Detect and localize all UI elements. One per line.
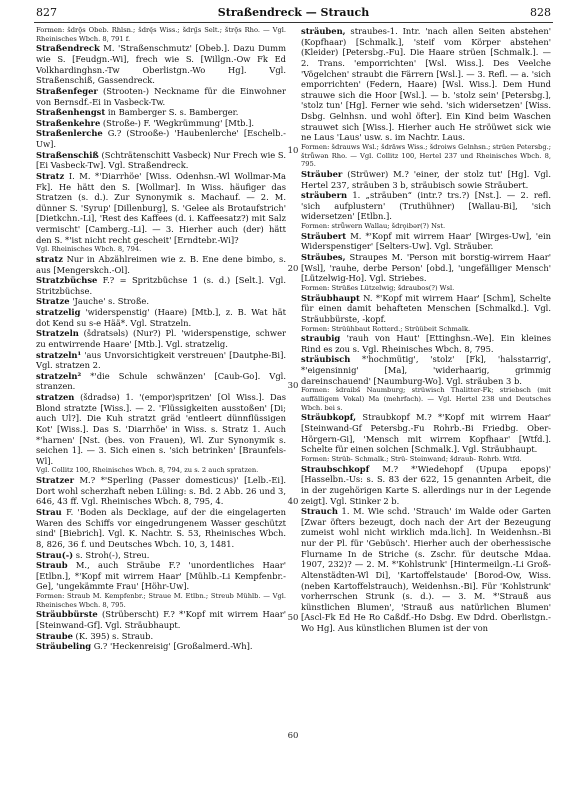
- entry-text: Vgl. Collitz 100, Rheinisches Wbch. 8, 794, zu s. 2 auch spratzen.: [36, 466, 259, 475]
- entry-headword: Strau(-): [36, 549, 74, 560]
- entry-text: Nur in Abzählreimen wie z. B. Ene dene bimbo, s. aus [Mengerskch.-Ol].: [36, 253, 286, 275]
- entry-text: *'die Schule schwänzen' [Caub-Go]. Vgl. stranzen.: [36, 370, 286, 392]
- dictionary-entry: [36, 296, 286, 307]
- dictionary-entry: [36, 609, 286, 630]
- dictionary-entry: [36, 128, 286, 149]
- dictionary-entry: [36, 275, 286, 296]
- entry-text: (Strooten-) Neckname für die Einwohner von Bernsdf.-Ei in Vasbeck-Tw.: [36, 85, 286, 107]
- entry-headword: sträubisch: [301, 354, 351, 365]
- dictionary-entry: [36, 107, 286, 118]
- line-number: 60: [287, 731, 299, 741]
- entry-text: Straubkopf M.? *'Kopf mit wirrem Haar' [Steinwand-Gf Petersbg.-Fu Rohrb.-Bi Friedbg. Ober-Hörgern-Gi], 'Mensch mit wirrem Kopfhaar' [Wtfd.]. Schelte für einen solchen [Schmalk.]. Vgl. Sträubhaupt.: [301, 412, 551, 455]
- dictionary-entry: [301, 354, 551, 386]
- entry-headword: Stratze: [36, 296, 70, 307]
- entry-text: s. Stroh(-), Streu.: [73, 549, 150, 560]
- line-number: 10: [287, 146, 299, 156]
- entry-text: F.? = Spritzbüchse 1 (s. d.) [Selt.]. Vgl. Stritzbüchse.: [36, 275, 286, 296]
- entry-headword: sträuben,: [301, 26, 346, 36]
- entry-text: Formen: šdrǭs Obeb. Rhlsn.; šdrę̄s Wiss.; šdrṵ̄s Selt.; štrǭs Rho. — Vgl. Rheinisches Wbch. 8, 791 f.: [36, 26, 286, 43]
- entry-headword: sträubern: [301, 190, 348, 201]
- entry-headword: Strau: [36, 507, 62, 518]
- entry-text: I. M. *'Diarrhöe' [Wiss. Odenhsn.-Wl Wollmar-Ma Fk]. He hätt den S. [Wollmar]. In Wiss. häufiger das Stratzen (s. d.). Zur Synonymik s. Machauf. — 2. M. dünner S. 'Syrup' [Dillenburg], S. 'Gelee als Brotaufstrich' [Dietkchn.-Li], 'Rest des Kaffees (d. i. Kaffeesatz?) mit Salz vermischt' [Camberg.-Li]. — 3. Hierher auch (der) hätt den S. *'ist nicht recht gescheit' [Erndtebr.-Wi]?: [36, 170, 286, 245]
- dictionary-entry: [301, 506, 551, 634]
- dictionary-entry: [36, 254, 286, 275]
- entry-text: M. *'Kopf mit wirrem Haar' [Wirges-Uw], 'ein Widerspenstiger' [Selters-Uw]. Vgl. Sträuber.: [301, 230, 551, 252]
- entry-note: [36, 466, 286, 475]
- entry-headword: Stratzer: [36, 475, 74, 486]
- entry-headword: Sträubkopf,: [301, 412, 357, 423]
- entry-headword: Sträubhaupt: [301, 292, 360, 303]
- entry-text: in Bamberger S. s. Bamberger.: [105, 107, 239, 118]
- entry-text: Vgl. Rheinisches Wbch. 8, 794.: [36, 245, 142, 254]
- dictionary-entry: [301, 412, 551, 455]
- dictionary-entry: [36, 631, 286, 642]
- page-number-left: 827: [36, 6, 57, 19]
- entry-text: (Strüberscht) F.? *'Kopf mit wirrem Haar' [Steinwand-Gf]. Vgl. Sträubhaupt.: [36, 609, 286, 631]
- entry-headword: Sträubert: [301, 230, 347, 241]
- line-number: 50: [287, 613, 299, 623]
- entry-note: [36, 26, 286, 43]
- entry-text: (Strüwer) M.? 'einer, der stolz tut' [Hg]. Vgl. Hertel 237, sträuben 3 b, sträubisch sowie Sträubert.: [301, 168, 551, 190]
- entry-headword: Straßenfeger: [36, 85, 98, 96]
- dictionary-entry: [36, 350, 286, 371]
- entry-text: Formen: Straub M. Kempfenbr.; Straue M. Etlbn.; Streub Mühlb. — Vgl. Rheinisches Wbch. 8, 795.: [36, 592, 286, 609]
- entry-text: N. *'Kopf mit wirrem Haar' [Schm], Schelte für einen damit behafteten Menschen [Schmalkd.]. Vgl. Sträubbürste, -kopf.: [301, 292, 551, 324]
- entry-text: (šdradsә) 1. '(empor)spritzen' [Ol Wiss.]. Das Blond stratzte [Wiss.]. — 2. 'Flüssigkeiten ausstoßen' [Di; auch Ul?]. Die Kuh stratzt gräd 'entleert dünnflüssigen Kot' [Wiss.]. Das S. 'Diarrhöe' in Wiss. s. Stratz 1. Auch *'harnen' [Nst. (bes. von Frauen), Wl. Zur Synonymik s. seichen 1]. — 3. Sich einen s. 'sich betrinken' [Braunfels-Wl].: [36, 392, 286, 466]
- dictionary-entry: [301, 190, 551, 222]
- entry-headword: Straßenhengst: [36, 107, 106, 118]
- entry-note: [36, 592, 286, 609]
- entry-headword: Straube: [36, 630, 73, 641]
- entry-text: G.? 'Heckenreisig' [Großalmerd.-Wh].: [91, 641, 253, 652]
- entry-text: Formen: Strüßes Lützelwig; šdraubos(?) Wsl.: [301, 283, 455, 292]
- entry-headword: stratzeln²: [36, 370, 82, 381]
- line-number: 30: [287, 381, 299, 391]
- entry-note: [301, 143, 551, 169]
- entry-headword: Sträubes,: [301, 252, 346, 263]
- dictionary-entry: [36, 118, 286, 129]
- line-number: 40: [287, 497, 299, 507]
- entry-headword: Stratzbüchse: [36, 275, 98, 286]
- entry-text: 'Jauche' s. Stroße.: [69, 296, 149, 307]
- entry-text: Formen: šdraibš Naumburg; strüwisch Thalitter-Fk; striebsch (mit auffälligem Vokal) Ma (mehrfach). — Vgl. Hertel 238 und Deutsches Wbch. bei s.: [301, 386, 551, 412]
- entry-text: M., auch Sträube F.? 'unordentliches Haar' [Etlbn.], *'Kopf mit wirrem Haar' [Mühlb.-Li Kempfenbr.-Ge], 'ungekämmte Frau' [Höhr-Uw].: [36, 560, 286, 592]
- entry-text: M.? *'Wiedehopf (Upupa epops)' [Hasselbn.-Us: s. S. 83 der 622, 15 genannten Arbeit, die in der zugehörigen Karte S. allerdings nur in der Legende zeigt]. Vgl. Stinker 2 b.: [301, 463, 551, 506]
- entry-headword: stratz: [36, 253, 63, 264]
- dictionary-entry: [301, 464, 551, 507]
- line-number: 20: [287, 264, 299, 274]
- dictionary-entry: [36, 150, 286, 171]
- entry-headword: Sträuber: [301, 168, 343, 179]
- entry-text: Formen: Strüb- Schmalk.; Strü- Steinwand; šdraub- Rohrb. Wtfd.: [301, 454, 522, 463]
- entry-note: [36, 245, 286, 254]
- dictionary-entry: [36, 307, 286, 328]
- entry-headword: stratzeln¹: [36, 349, 82, 360]
- dictionary-entry: [36, 475, 286, 507]
- entry-text: Formen: Strüühbaut Rotterd.; Strüübeit Schmalk.: [301, 324, 471, 333]
- dictionary-entry: [36, 43, 286, 86]
- entry-text: straubes-1. Intr. 'nach allen Seiten abstehen' (Kopfhaar) [Schmalk.], 'steif vom Körper abstehen' (Kleider) [Petersbg.-Fu]. Die Haare strüen [Schmalk.]. — 2. Trans. 'emporrichten' [Wsl. Wiss.]. Des Veelche 'Vögelchen' straubt die Färrern [Wsl.]. — 3. Refl. — a. 'sich emporrichten' (Federn, Haare) [Wsl. Wiss.]. Dem Hund strauwe sich die Hoor [Wsl.]. — b. 'stolz sein' [Petersbg.], 'stolz tun' [Hg]. Ferner wie sehd. 'sich widersetzen' [Wiss. Dsbg. Gelnhsn. und wohl öfter]. Ein Kind beim Waschen strauwet sich [Wiss.]. Hierher auch He ströüwet sick wie ne Laus 'Laus' usw. s. im Nachtr. Laus.: [301, 26, 551, 143]
- entry-text: F. 'Boden als Decklage, auf der die eingelagerten Waren des Schiffs vor eingedrungenem Wasser geschützt sind' [Biebrich]. Vgl. K. Nachtr. S. 53, Rheinisches Wbch. 8, 826, 36 f. und Deutsches Wbch. 10, 3, 1481.: [36, 507, 286, 549]
- dictionary-entry: [301, 333, 551, 354]
- dictionary-entry: [36, 392, 286, 466]
- entry-text: (Stroße-) F. 'Wegkrümmung' [Mtb.].: [100, 117, 255, 128]
- entry-note: [301, 222, 551, 231]
- entry-headword: Stratz: [36, 170, 65, 181]
- dictionary-entry: [36, 171, 286, 245]
- entry-note: [301, 386, 551, 412]
- entry-text: (Schträtenschitt Vasbeck) Nur Frech wie S. [Ei Vasbeck-Tw]. Vgl. Straßendreck.: [36, 149, 286, 171]
- entry-text: 'widerspenstig' (Haare) [Mtb.], z. B. Wat hät dot Kend su s-e Hää*. Vgl. Stratzeln.: [36, 307, 286, 328]
- entry-headword: Straßenlerche: [36, 128, 103, 139]
- dictionary-entry: [36, 641, 286, 652]
- entry-text: 'aus Unvorsichtigkeit verstreuen' [Dautphe-Bi]. Vgl. stratzen 2.: [36, 349, 286, 371]
- dictionary-entry: [36, 328, 286, 349]
- entry-headword: stratzen: [36, 392, 75, 403]
- entry-note: [301, 325, 551, 334]
- entry-headword: Sträubbürste: [36, 609, 98, 620]
- dictionary-entry: [36, 507, 286, 550]
- dictionary-entry: [301, 26, 551, 143]
- entry-text: Formen: strǖwern Wallau; šdrǫibәr(?) Nst.: [301, 222, 446, 231]
- dictionary-entry: [36, 560, 286, 592]
- running-header: [0, 6, 587, 22]
- entry-text: 1. „sträuben“ (intr.? trs.?) [Nst.]. — 2. refl. 'sich aufplustern' (Truthühner) [Wallau-Bi], 'sich widersetzen' [Etlbn.].: [301, 190, 551, 222]
- entry-text: G.? (Strooße-) 'Haubenlerche' [Eschelb.-Uw].: [36, 128, 286, 150]
- dictionary-entry: [301, 169, 551, 190]
- entry-text: M.? *'Sperling (Passer domesticus)' [Lelb.-Ei]. Dort wohl scherzhaft neben Lüling: s. Bd. 2 Abb. 26 und 3, 646, 43 ff. Vgl. Rheinisches Wbch. 8, 795, 4.: [36, 475, 286, 507]
- entry-text: (K. 395) s. Straub.: [72, 630, 154, 641]
- entry-headword: stratzelig: [36, 307, 81, 318]
- entry-headword: Sträubeling: [36, 641, 92, 652]
- entry-headword: Straubschkopf: [301, 463, 370, 474]
- page-number-right: 828: [530, 6, 551, 19]
- dictionary-entry: [36, 550, 286, 561]
- entry-headword: straubig: [301, 333, 341, 344]
- dictionary-entry: [301, 293, 551, 325]
- entry-text: M. 'Straßenschmutz' [Obeb.]. Dazu Dumm wie S. [Feudgn.-Wi], frech wie S. [Willgn.-Ow Fk Ed Volkhardinghsn.-Tw Oberlistgn.-Wo Hg]. Vgl. Straßenschiß, Gassendreck.: [36, 43, 286, 86]
- dictionary-entry: [36, 86, 286, 107]
- entry-note: [301, 455, 551, 464]
- entry-text: 1. M. Wie schd. 'Strauch' im Walde oder Garten [Zwar öfters bezeugt, doch nach der Art der Bezeugung zumeist wohl nicht wirklich mdа.lich]. In Weidenhsn.-Bi nur der Pl. für 'Gebüsch'. Hierher auch der oberhessische Flurname In de Striche (s. Zschr. für deutsche Mdaa. 1907, 232)? — 2. M. *'Kohlstrunk' [Hintermeilgn.-Li Groß-Altenstädten-Wl Di], 'Kartoffelstaude' [Borod-Ow, Wiss. (neben Kartoffelstrauch), Weidenhsn.-Bi]. Für 'Kohlstrunk' vorherrschen Strunk (s. d.). — 3. M. *'Strauß aus künstlichen Blumen', 'Strauß aus natürlichen Blumen' [Ascl-Fk Ed He Ro Caßdf.-Ho Dsbg. Ew Ddrd. Oberlistgn.-Wo Hg]. Aus künstlichen Blumen ist der von: [301, 506, 551, 634]
- entry-headword: Straßenkehre: [36, 117, 101, 128]
- entry-headword: Stratzeln: [36, 328, 79, 339]
- entry-note: [301, 284, 551, 293]
- dictionary-entry: [36, 371, 286, 392]
- entry-text: Straupes M. 'Person mit borstig-wirrem Haar' [Wsl], 'rauhe, derbe Person' [obd.], 'ungefälliger Mensch' [Lützelwig-Ho]. Vgl. Striebes.: [301, 252, 551, 284]
- entry-headword: Straub: [36, 560, 68, 571]
- entry-headword: Straßenschiß: [36, 149, 99, 160]
- entry-headword: Straßendreck: [36, 43, 100, 54]
- left-column: [36, 26, 286, 792]
- dictionary-entry: [301, 231, 551, 252]
- entry-text: *'hochmütig', 'stolz' [Fk], 'halsstarrig', *'eigensinnig' [Ma], 'widerhaarig, grimmig dareinschauend' [Naumburg-Wo]. Vgl. sträuben 3 b.: [301, 354, 551, 386]
- header-rule: [34, 22, 553, 23]
- dictionary-entry: [301, 252, 551, 284]
- entry-text: Formen: šdrauws Wsl.; šdrāws Wiss.; šdroiws Gelnhsn.; strüen Petersbg.; štrǖwәn Rho. — Vgl. Collitz 100, Hertel 237 und Rheinisches Wbch. 8, 795.: [301, 142, 551, 169]
- entry-headword: Strauch: [301, 506, 338, 517]
- running-title: Straßendreck — Strauch: [217, 6, 370, 19]
- entry-text: (šdratsәls) (Nur?) Pl. 'widerspenstige, schwer zu entwirrende Haare' [Mtb.]. Vgl. stratzelig.: [36, 328, 286, 349]
- right-column: [301, 26, 551, 792]
- entry-text: 'rauh von Haut' [Ettinghsn.-We]. Ein kleines Rind es zou s. Vgl. Rheinisches Wbch. 8, 795.: [301, 333, 551, 354]
